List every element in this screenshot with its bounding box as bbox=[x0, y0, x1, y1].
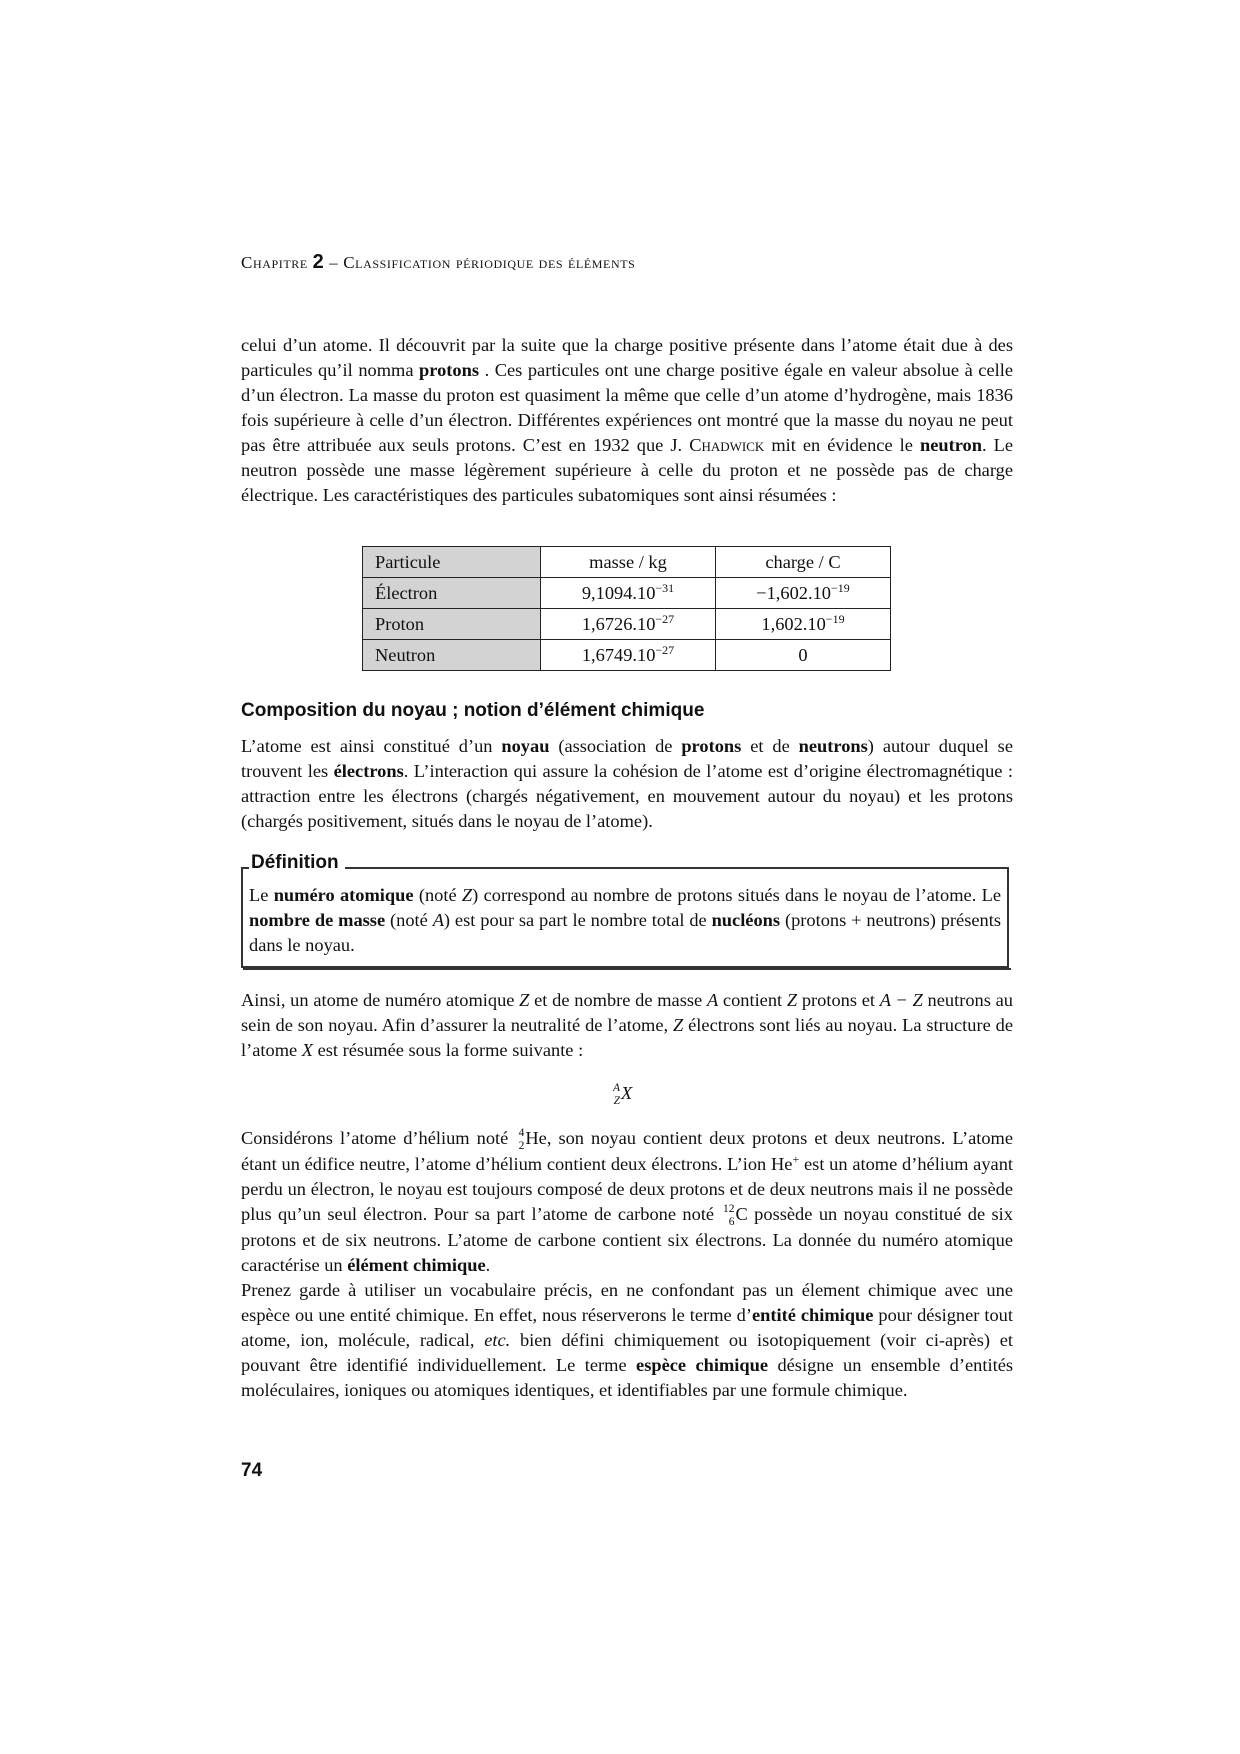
chapter-word: Chapitre bbox=[241, 253, 308, 272]
section-heading: Composition du noyau ; notion d’élément chimique bbox=[241, 700, 705, 721]
definition-title: Définition bbox=[249, 852, 345, 874]
header-separator: – bbox=[329, 253, 339, 272]
structure-paragraph: Ainsi, un atome de numéro atomique Z et de nombre de masse A contient Z protons et A − Z neutrons au sein de son noyau. Afin d’assurer la neutralité de l’atome, Z électrons sont liés au noyau. La structure de l’atome X est résumée sous la forme suivante : bbox=[241, 990, 1013, 1060]
table-row bbox=[363, 609, 891, 640]
table-header: masse / kg bbox=[541, 547, 716, 578]
composition-paragraph: L’atome est ainsi constitué d’un noyau (association de protons et de neutrons) autour duquel se trouvent les électrons. L’interaction qui assure la cohésion de l’atome est d’origine électromagnétique : attraction entre les électrons (chargés négativement, en mouvement autour du noyau) et les protons (chargés positivement, situés dans le noyau de l’atome). bbox=[241, 736, 1013, 831]
table-row bbox=[363, 578, 891, 609]
page-number: 74 bbox=[241, 1460, 263, 1481]
particle-mass: $9,1094.10^{-31}$ bbox=[541, 578, 716, 609]
particle-name: Électron bbox=[363, 578, 541, 609]
table-row bbox=[363, 640, 891, 671]
particle-name: Neutron bbox=[363, 640, 541, 671]
particle-charge: 0 bbox=[716, 640, 891, 671]
particle-charge: $1,602.10^{-19}$ bbox=[716, 609, 891, 640]
particle-charge: $-1,602.10^{-19}$ bbox=[716, 578, 891, 609]
scientist-name: Chadwick bbox=[689, 435, 765, 455]
chapter-title: Classification périodique des éléments bbox=[343, 253, 636, 272]
particle-mass: $1,6726.10^{-27}$ bbox=[541, 609, 716, 640]
particle-mass: $1,6749.10^{-27}$ bbox=[541, 640, 716, 671]
table-header: charge / C bbox=[716, 547, 891, 578]
chapter-number: 2 bbox=[312, 251, 325, 273]
particle-name: Proton bbox=[363, 609, 541, 640]
nuclide-notation: A Z X bbox=[612, 1082, 633, 1107]
table-header-row bbox=[363, 547, 891, 578]
vocabulary-paragraph: Prenez garde à utiliser un vocabulaire précis, en ne confondant pas un élement chimique avec une espèce ou une entité chimique. En effet, nous réserverons le terme d’entité chimique pour désigner tout atome, ion, molécule, radical, etc. bien défini chimiquement ou isotopiquement (voir ci-après) et pouvant être identifié individuellement. Le terme espèce chimique désigne un ensemble d’entités moléculaires, ioniques ou atomiques identiques, et identifiables par une formule chimique. bbox=[241, 1280, 1014, 1400]
intro-paragraph: celui d’un atome. Il découvrit par la suite que la charge positive présente dans l’atome était due à des particules qu’il nomma protons . Ces particules ont une charge positive égale en valeur absolue à celle d’un électron. La masse du proton est quasiment la même que celle d’un atome d’hydrogène, mais 1836 fois supérieure à celle d’un électron. Différentes expériences ont montré que la masse du noyau ne peut pas être attribuée aux seuls protons. C’est en 1932 que J. Chadwick mit en évidence le neutron. Le neutron possède une masse légèrement supérieure à celle du proton et ne possède pas de charge électrique. Les caractéristiques des particules subatomiques sont ainsi résumées : bbox=[241, 335, 1013, 505]
running-header bbox=[241, 251, 635, 274]
table-header: Particule bbox=[363, 547, 541, 578]
helium-paragraph: Considérons l’atome d’hélium noté 4 2 He, son noyau contient deux protons et deux neutrons. L’atome étant un édifice neutre, l’atome d’hélium contient deux électrons. L’ion He+ est un atome d’hélium ayant perdu un électron, le noyau est toujours composé de deux protons et de deux neutrons mais il ne possède plus qu’un seul électron. Pour sa part l’atome de carbone noté 12 6 C possède un noyau constitué de six protons et de six neutrons. L’atome de carbone contient six électrons. La donnée du numéro atomique caractérise un élément chimique. bbox=[241, 1126, 1014, 1275]
definition-text: Le numéro atomique (noté Z) correspond au nombre de protons situés dans le noyau de l’atome. Le nombre de masse (noté A) est pour sa part le nombre total de nucléons (protons + neutrons) présents dans le noyau. bbox=[249, 885, 1001, 955]
particles-table bbox=[362, 546, 891, 671]
